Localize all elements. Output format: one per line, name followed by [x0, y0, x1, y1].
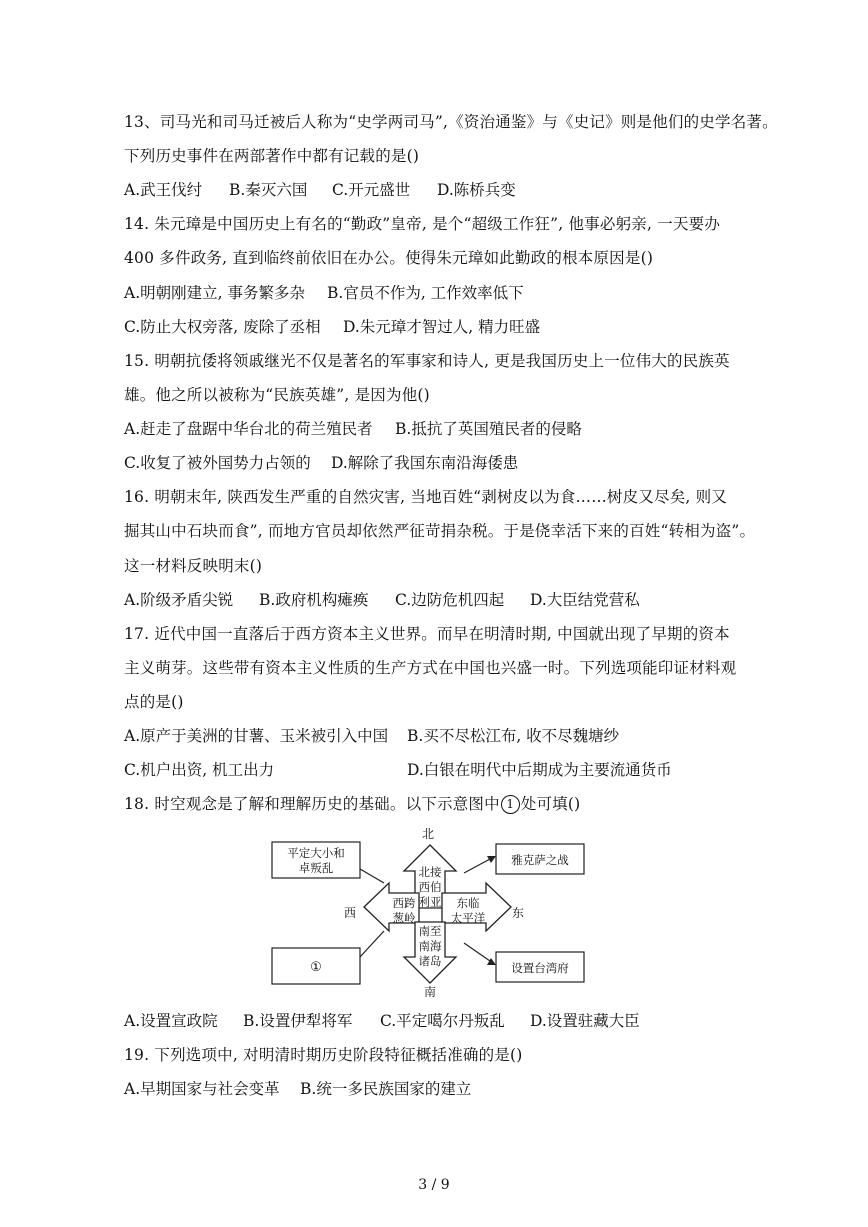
q19-option-a: A.早期国家与社会变革 — [124, 1080, 280, 1098]
q16-stem-line2: 掘其山中石块而食”, 而地方官员却依然严征苛捐杂税。于是侥幸活下来的百姓“转相为盗”。 — [124, 522, 756, 540]
q17-stem-line2: 主义萌芽。这些带有资本主义性质的生产方式在中国也兴盛一时。下列选项能印证材料观 — [124, 659, 737, 677]
q16-option-d: D.大臣结党营私 — [530, 591, 640, 609]
connector-northeast — [464, 859, 490, 873]
q13-stem-line1: 13、司马光和司马迁被后人称为“史学两司马”,《资治通鉴》与《史记》则是他们的史学名著。 — [124, 113, 778, 131]
page-number: 3 / 9 — [418, 1177, 450, 1193]
q18-stem-part1: 18. 时空观念是了解和理解历史的基础。以下示意图中 — [124, 795, 500, 813]
q14-option-d: D.朱元璋才智过人, 精力旺盛 — [343, 318, 541, 336]
q15-stem-line1: 15. 明朝抗倭将领戚继光不仅是著名的军事家和诗人, 更是我国历史上一位伟大的民族英 — [124, 352, 730, 370]
connector-southeast-head — [487, 958, 496, 965]
q14-stem-line2: 400 多件政务, 直到临终前依旧在办公。使得朱元璋如此勤政的根本原因是() — [124, 249, 654, 267]
q18-option-c: C.平定噶尔丹叛乱 — [380, 1012, 505, 1030]
box-northeast-text: 雅克萨之战 — [511, 853, 569, 867]
q16-stem-line1: 16. 明朝末年, 陕西发生严重的自然灾害, 当地百姓“剥树皮以为食……树皮又尽矣, 则又 — [124, 488, 728, 506]
connector-southeast — [464, 943, 490, 961]
circled-number-value: 1 — [506, 797, 515, 811]
q13-option-c: C.开元盛世 — [332, 181, 411, 199]
q18-stem-line1 — [124, 794, 580, 814]
q14-option-c: C.防止大权旁落, 废除了丞相 — [124, 318, 321, 336]
diagram-north-label: 北 — [421, 827, 435, 841]
q18-stem-part2: 处可填() — [520, 795, 581, 813]
arrow-south-text-3: 诸岛 — [418, 954, 442, 968]
q16-option-b: B.政府机构瘫痪 — [259, 591, 369, 609]
q13-option-a: A.武王伐纣 — [124, 181, 203, 199]
arrow-east-text-2: 太平洋 — [450, 911, 486, 925]
q17-option-c: C.机户出资, 机工出力 — [124, 761, 275, 779]
box-northwest-text-2: 卓叛乱 — [298, 861, 334, 875]
q14-stem-line1: 14. 朱元璋是中国历史上有名的“勤政”皇帝, 是个“超级工作狂”, 他事必躬亲, 一天要办 — [124, 215, 721, 233]
q13-option-d: D.陈桥兵变 — [437, 181, 516, 199]
arrow-west-text-1: 西跨 — [392, 896, 416, 910]
q16-option-c: C.边防危机四起 — [395, 591, 505, 609]
q18-option-d: D.设置驻藏大臣 — [530, 1012, 640, 1030]
q16-stem-line3: 这一材料反映明末() — [124, 557, 263, 575]
connector-southwest — [360, 931, 384, 957]
box-northwest-text-1: 平定大小和 — [287, 846, 345, 860]
q15-option-b: B.抵抗了英国殖民者的侵略 — [395, 420, 582, 438]
box-southwest-marker: ① — [310, 960, 322, 975]
q15-stem-line2: 雄。他之所以被称为“民族英雄”, 是因为他() — [124, 386, 430, 404]
q16-option-a: A.阶级矛盾尖锐 — [124, 591, 234, 609]
q17-option-b: B.买不尽松江布, 收不尽魏塘纱 — [407, 727, 620, 745]
q18-option-b: B.设置伊犁将军 — [243, 1012, 353, 1030]
q13-stem-line2: 下列历史事件在两部著作中都有记载的是() — [124, 147, 420, 165]
q14-option-a: A.明朝刚建立, 事务繁多杂 — [124, 284, 305, 302]
arrow-north-text-3: 利亚 — [418, 895, 442, 909]
connector-northwest — [360, 869, 384, 883]
diagram-west-label: 西 — [343, 906, 357, 920]
q14-option-b: B.官员不作为, 工作效率低下 — [327, 284, 524, 302]
q19-stem-line1: 19. 下列选项中, 对明清时期历史阶段特征概括准确的是() — [124, 1046, 523, 1064]
q19-option-b: B.统一多民族国家的建立 — [300, 1080, 472, 1098]
qing-territory-diagram — [268, 825, 588, 1000]
box-southeast-text: 设置台湾府 — [511, 961, 569, 975]
circled-number-marker — [501, 795, 520, 814]
q18-option-a: A.设置宣政院 — [124, 1012, 218, 1030]
arrow-east-text-1: 东临 — [456, 896, 480, 910]
q15-option-d: D.解除了我国东南沿海倭患 — [331, 454, 519, 472]
arrow-north-text-2: 西伯 — [418, 880, 442, 894]
q17-option-d: D.白银在明代中后期成为主要流通货币 — [407, 761, 672, 779]
q15-option-c: C.收复了被外国势力占领的 — [124, 454, 311, 472]
diagram-south-label: 南 — [423, 985, 437, 999]
q17-option-a: A.原产于美洲的甘薯、玉米被引入中国 — [124, 727, 389, 745]
q13-option-b: B.秦灭六国 — [229, 181, 308, 199]
arrow-north-text-1: 北接 — [418, 865, 442, 879]
diagram-east-label: 东 — [511, 906, 525, 920]
arrow-south-text-1: 南至 — [418, 924, 442, 938]
q17-stem-line3: 点的是() — [124, 693, 184, 711]
arrow-south-text-2: 南海 — [418, 939, 442, 953]
q15-option-a: A.赶走了盘踞中华台北的荷兰殖民者 — [124, 420, 373, 438]
q17-stem-line1: 17. 近代中国一直落后于西方资本主义世界。而早在明清时期, 中国就出现了早期的资本 — [124, 625, 730, 643]
arrow-west-text-2: 葱岭 — [392, 911, 416, 925]
